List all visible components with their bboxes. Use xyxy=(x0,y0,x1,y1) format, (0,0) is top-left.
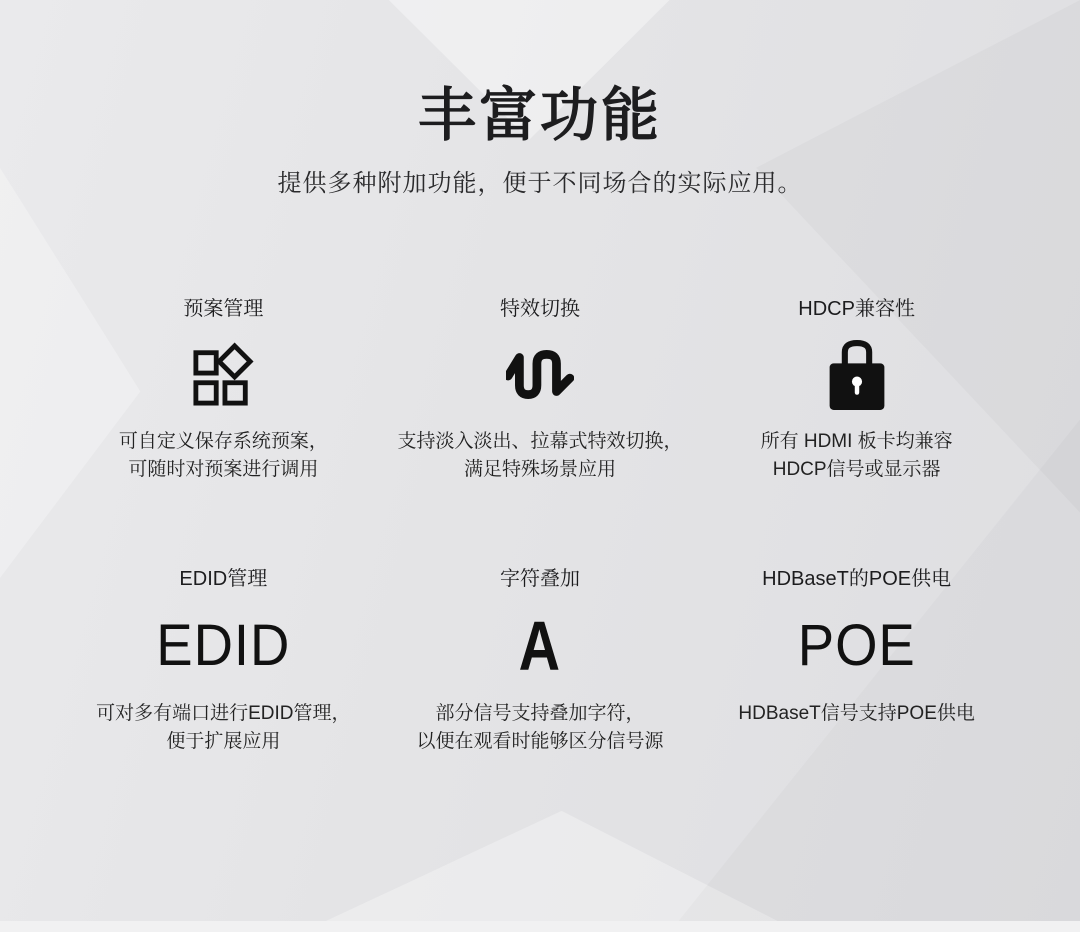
feature-character-overlay xyxy=(382,566,699,756)
feature-hdcp-compatibility xyxy=(698,296,1015,484)
feature-title: 字符叠加 xyxy=(499,567,580,590)
feature-preset-management xyxy=(65,296,382,484)
description-line: 可对多有端口进行EDID管理， xyxy=(96,702,351,724)
feature-title: 特效切换 xyxy=(499,297,580,320)
page-title: 丰富功能 xyxy=(417,83,662,148)
feature-icon-area xyxy=(382,592,699,700)
description-line: HDCP信号或显示器 xyxy=(772,458,941,480)
description-line: 满足特殊场景应用 xyxy=(463,458,616,480)
letter-a-icon: A xyxy=(518,606,562,685)
feature-description xyxy=(65,700,382,756)
feature-description xyxy=(698,700,1015,728)
edid-text-icon: EDID xyxy=(156,612,291,678)
feature-icon-area xyxy=(698,592,1015,700)
features-row-2 xyxy=(65,566,1015,756)
description-line: 以便在观看时能够区分信号源 xyxy=(416,730,664,752)
poe-text-icon: POE xyxy=(797,612,916,678)
description-line: 部分信号支持叠加字符， xyxy=(435,702,645,724)
feature-description xyxy=(698,428,1015,484)
description-line: 便于扩展应用 xyxy=(166,730,281,752)
feature-title: HDCP兼容性 xyxy=(798,297,915,320)
description-line: 支持淡入淡出、拉幕式特效切换， xyxy=(397,430,683,452)
lock-icon xyxy=(829,339,885,411)
feature-icon-area xyxy=(382,322,699,428)
feature-title: 预案管理 xyxy=(183,297,264,320)
hero-section xyxy=(0,0,1080,199)
grid-diamond-icon xyxy=(192,342,254,408)
feature-icon-area xyxy=(65,322,382,428)
feature-description xyxy=(382,700,699,756)
feature-description xyxy=(65,428,382,484)
feature-icon-area xyxy=(698,322,1015,428)
description-line: 可随时对预案进行调用 xyxy=(128,458,319,480)
feature-title: EDID管理 xyxy=(179,567,268,590)
description-line: 所有 HDMI 板卡均兼容 xyxy=(760,430,953,452)
features-row-1 xyxy=(65,296,1015,484)
feature-icon-area xyxy=(65,592,382,700)
feature-edid-management xyxy=(65,566,382,756)
description-line: 可自定义保存系统预案， xyxy=(118,430,328,452)
feature-poe-power xyxy=(698,566,1015,756)
wave-transition-icon xyxy=(506,349,574,401)
feature-title: HDBaseT的POE供电 xyxy=(762,567,952,590)
page-subtitle: 提供多种附加功能，便于不同场合的实际应用。 xyxy=(277,169,803,197)
description-line: HDBaseT信号支持POE供电 xyxy=(738,702,975,724)
bottom-strip xyxy=(0,921,1080,932)
feature-description xyxy=(382,428,699,484)
features-grid xyxy=(65,296,1015,756)
feature-effect-switching xyxy=(382,296,699,484)
